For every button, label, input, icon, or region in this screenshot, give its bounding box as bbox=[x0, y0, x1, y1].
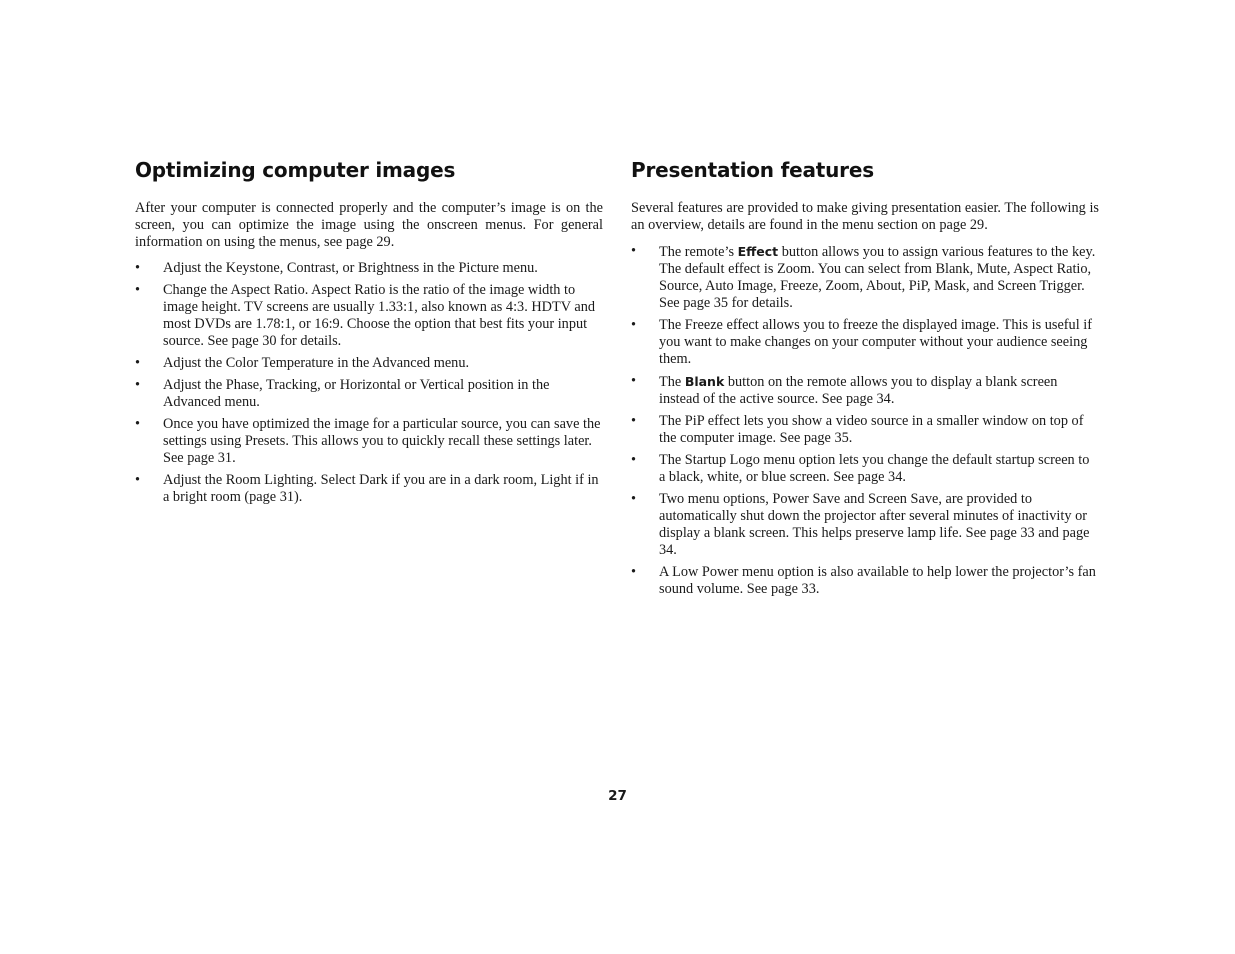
bullet-marker: • bbox=[631, 491, 637, 507]
left-column bbox=[135, 156, 603, 511]
list-item: • The Blank button on the remote allows you to display a blank screen instead of the active source. See page 34. bbox=[631, 373, 1058, 407]
list-item: • The Startup Logo menu option lets you change the default startup screen to a black, white, or blue screen. See page 34. bbox=[631, 452, 1090, 485]
list-item: • Change the Aspect Ratio. Aspect Ratio is the ratio of the image width to image height. TV screens are usually 1.33:1, also known as 4:3. HDTV and most DVDs are 1.78:1, or 16:9. Choose the option that best fits your input source. See page 30 for details. bbox=[135, 282, 596, 349]
bullet-marker: • bbox=[631, 413, 637, 429]
intro-paragraph-optimizing: After your computer is connected properly and the computer’s image is on the screen, you can optimize the image using the onscreen menus. For general information on using the menus, see page 29. bbox=[135, 200, 603, 250]
list-item: • The remote’s Effect button allows you to assign various features to the key. The default effect is Zoom. You can select from Blank, Mute, Aspect Ratio, Source, Auto Image, Freeze, Zoom, About, PiP, Mask, and Screen Trigger. See page 35 for details. bbox=[631, 243, 1096, 311]
bullet-marker: • bbox=[631, 452, 637, 468]
effect-button-name: Effect bbox=[737, 244, 779, 259]
bullet-marker: • bbox=[631, 564, 637, 580]
bullet-marker: • bbox=[631, 373, 637, 389]
section-heading-optimizing: Optimizing computer images bbox=[135, 158, 456, 182]
list-item: • The Freeze effect allows you to freeze the displayed image. This is useful if you want to make changes on your computer without your audience seeing them. bbox=[631, 317, 1092, 367]
list-item: • Adjust the Color Temperature in the Advanced menu. bbox=[135, 355, 470, 371]
bullet-marker: • bbox=[631, 243, 637, 259]
section-heading-presentation: Presentation features bbox=[631, 158, 874, 182]
bullet-marker: • bbox=[135, 282, 141, 298]
bullet-marker: • bbox=[135, 355, 141, 371]
intro-paragraph-presentation: Several features are provided to make giving presentation easier. The following is an overview, details are found in the menu section on page 29. bbox=[631, 200, 1099, 233]
list-item: • Adjust the Room Lighting. Select Dark if you are in a dark room, Light if in a bright room (page 31). bbox=[135, 472, 599, 505]
list-item: • The PiP effect lets you show a video source in a smaller window on top of the computer image. See page 35. bbox=[631, 413, 1084, 446]
blank-button-name: Blank bbox=[684, 374, 725, 389]
list-item: • Adjust the Keystone, Contrast, or Brightness in the Picture menu. bbox=[135, 260, 538, 276]
bullet-marker: • bbox=[135, 416, 141, 432]
bullet-list-presentation bbox=[631, 243, 1099, 598]
bullet-marker: • bbox=[135, 377, 141, 393]
bullet-marker: • bbox=[631, 317, 637, 333]
list-item: • Once you have optimized the image for a particular source, you can save the settings using Presets. This allows you to quickly recall these settings later. See page 31. bbox=[135, 416, 601, 466]
bullet-marker: • bbox=[135, 260, 141, 276]
list-item: • Two menu options, Power Save and Screen Save, are provided to automatically shut down the projector after several minutes of inactivity or display a blank screen. This helps preserve lamp life. See page 33 and page 34. bbox=[631, 491, 1090, 558]
bullet-list-optimizing bbox=[135, 260, 603, 506]
bullet-marker: • bbox=[135, 472, 141, 488]
list-item: • Adjust the Phase, Tracking, or Horizontal or Vertical position in the Advanced menu. bbox=[135, 377, 550, 410]
list-item: • A Low Power menu option is also available to help lower the projector’s fan sound volume. See page 33. bbox=[631, 564, 1096, 597]
right-column bbox=[631, 156, 1099, 603]
page-number: 27 bbox=[608, 788, 627, 804]
